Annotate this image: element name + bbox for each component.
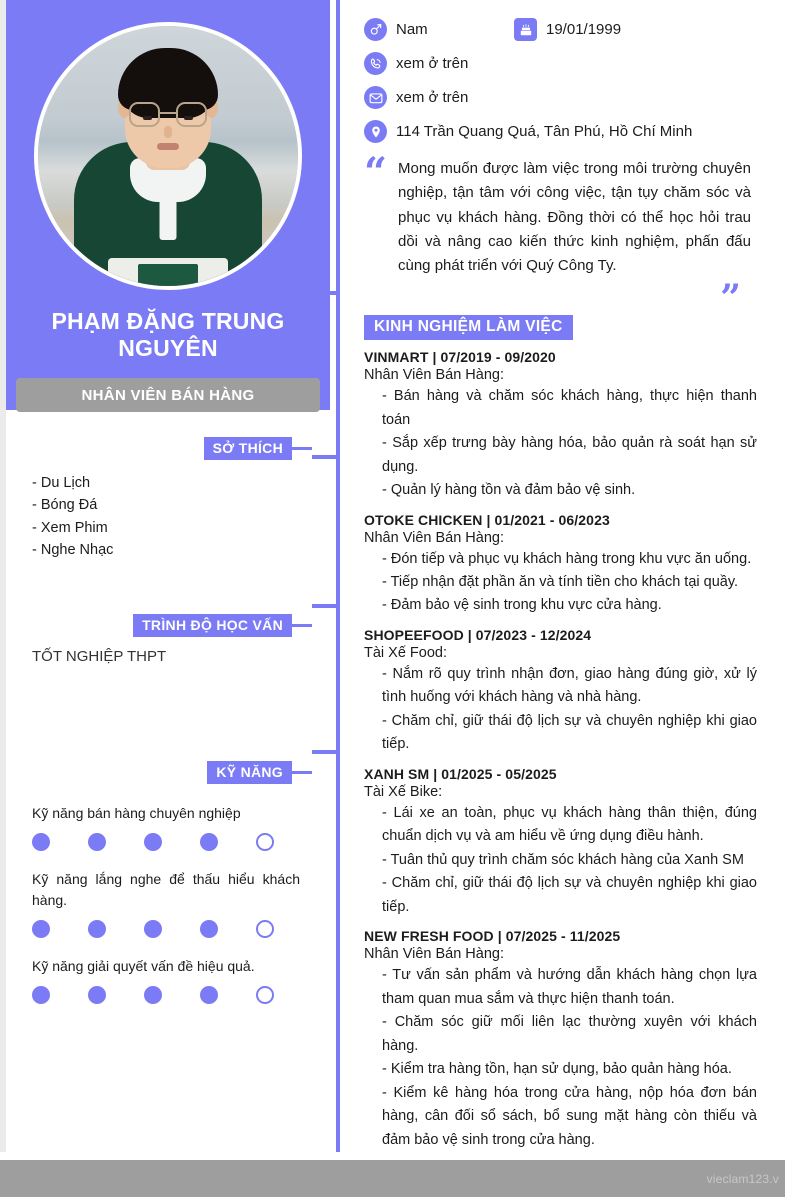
- section-header-hobbies: [6, 436, 330, 460]
- profile-hero: [6, 0, 330, 410]
- photo-nose: [164, 126, 172, 138]
- footer-spacer: [0, 1152, 785, 1160]
- bullet: - Chăm sóc giữ mối liên lạc thường xuyên với khách hàng.: [382, 1014, 757, 1054]
- birthday-cake-icon: [514, 18, 537, 41]
- bullet: - Lái xe an toàn, phục vụ khách hàng thân thiện, đúng chuẩn dịch vụ và am hiểu về ứng dụng điều hành.: [382, 804, 757, 845]
- bullet: - Tiếp nhận đặt phần ăn và tính tiền cho khách tại quầy.: [382, 573, 739, 590]
- skill-item: [6, 956, 330, 1004]
- contact-viber-value: xem ở trên: [396, 55, 469, 72]
- rating-dot-empty: [256, 833, 274, 851]
- bullet: - Chăm chỉ, giữ thái độ lịch sự và chuyên nghiệp khi giao tiếp.: [382, 875, 757, 915]
- experience-role: Tài Xế Bike:: [364, 783, 443, 800]
- list-item: - Xem Phim: [32, 519, 108, 536]
- footer-bar: [0, 1160, 785, 1197]
- list-item: - Bóng Đá: [32, 497, 98, 514]
- experience-role: Nhân Viên Bán Hàng:: [364, 946, 505, 963]
- experience-bullets: [364, 964, 757, 1152]
- contact-address: [364, 120, 757, 143]
- bullet: - Chăm chỉ, giữ thái độ lịch sự và chuyên nghiệp khi giao tiếp.: [382, 712, 757, 753]
- bullet: - Bán hàng và chăm sóc khách hàng, thực hiện thanh toán: [382, 388, 757, 428]
- experience-company-period: NEW FRESH FOOD | 07/2025 - 11/2025: [364, 928, 621, 945]
- section-title-education: TRÌNH ĐỘ HỌC VẤN: [133, 614, 292, 637]
- rating-dot-empty: [256, 920, 274, 938]
- job-title-label: NHÂN VIÊN BÁN HÀNG: [81, 386, 255, 404]
- rating-dot-filled: [32, 833, 50, 851]
- gender-icon: [364, 18, 387, 41]
- skill-item: [6, 869, 330, 938]
- rating-dot-empty: [256, 986, 274, 1004]
- rating-dot-filled: [144, 986, 162, 1004]
- skill-label: Kỹ năng bán hàng chuyên nghiệp: [32, 804, 241, 821]
- section-connector-skills: [292, 771, 312, 774]
- contact-viber: [364, 52, 468, 75]
- experience-item: [364, 349, 757, 502]
- glasses-lens-right: [176, 102, 207, 127]
- education-value: TỐT NGHIỆP THPT: [32, 647, 167, 665]
- rating-dot-filled: [88, 920, 106, 938]
- objective-block: [364, 149, 757, 320]
- section-connector-education: [292, 624, 312, 627]
- experience-company-period: OTOKE CHICKEN | 01/2021 - 06/2023: [364, 511, 610, 528]
- rating-dot-filled: [32, 986, 50, 1004]
- experience-item: [364, 627, 757, 757]
- rating-dot-filled: [88, 833, 106, 851]
- contact-block: [364, 18, 757, 143]
- left-sections: [0, 436, 330, 1004]
- section-title-hobbies: SỞ THÍCH: [204, 437, 292, 460]
- section-title-experience: KINH NGHIỆM LÀM VIỆC: [364, 315, 573, 340]
- contact-gender-value: Nam: [396, 21, 428, 38]
- bullet: - Đón tiếp và phục vụ khách hàng trong khu vực ăn uống.: [382, 550, 752, 567]
- email-icon: [364, 86, 387, 109]
- rating-dot-filled: [88, 986, 106, 1004]
- section-header-skills: [6, 761, 330, 785]
- avatar: [34, 22, 302, 290]
- experience-bullets: [364, 385, 757, 502]
- skill-label: Kỹ năng giải quyết vấn đề hiệu quả.: [32, 957, 255, 974]
- right-column: [330, 0, 785, 1197]
- bullet: - Đảm bảo vệ sinh trong khu vực cửa hàng.: [382, 597, 662, 614]
- bullet: - Quản lý hàng tồn và đảm bảo vệ sinh.: [382, 482, 636, 499]
- glasses-bridge: [160, 112, 176, 114]
- quote-open-icon: “: [364, 149, 388, 196]
- contact-birthday-value: 19/01/1999: [546, 21, 622, 38]
- rating-dot-filled: [200, 986, 218, 1004]
- location-pin-icon: [364, 120, 387, 143]
- bullet: - Tư vấn sản phẩm và hướng dẫn khách hàng chọn lựa tham quan mua sắm và thực hiện thanh toán.: [382, 967, 757, 1007]
- section-title-skills: KỸ NĂNG: [207, 761, 292, 784]
- experience-role: Nhân Viên Bán Hàng:: [364, 529, 505, 546]
- skill-item: [6, 803, 330, 851]
- objective-text: Mong muốn được làm việc trong môi trường chuyên nghiệp, tận tâm với công việc, tận tụy chăm sóc và phục vụ khách hàng. Đồng thời có thể học hỏi trau dồi và nâng cao kiến thức kinh nghiệm, phấn đấu cùng phát triển với Quý Công Ty.: [398, 160, 751, 275]
- photo-mouth: [157, 143, 179, 150]
- list-item: - Nghe Nhạc: [32, 542, 114, 559]
- experience-company-period: SHOPEEFOOD | 07/2023 - 12/2024: [364, 626, 592, 643]
- skill-rating: [32, 833, 274, 851]
- rating-dot-filled: [144, 833, 162, 851]
- experience-company-period: VINMART | 07/2019 - 09/2020: [364, 349, 556, 366]
- experience-item: [364, 928, 757, 1152]
- job-title-badge: [16, 378, 320, 412]
- glasses-lens-left: [129, 102, 160, 127]
- contact-gender: [364, 18, 514, 41]
- list-item: - Du Lịch: [32, 475, 91, 491]
- bullet: - Sắp xếp trưng bày hàng hóa, bảo quản rà soát hạn sử dụng.: [382, 435, 757, 475]
- watermark-label: vieclam123.v: [706, 1172, 779, 1186]
- bullet: - Kiểm kê hàng hóa trong cửa hàng, nộp hóa đơn bán hàng, cân đối sổ sách, bổ sung mặt hàng còn thiếu và đảm bảo vệ sinh trong cửa hàng.: [382, 1084, 757, 1148]
- rating-dot-filled: [200, 920, 218, 938]
- skill-label: Kỹ năng lắng nghe để thấu hiểu khách hàng.: [32, 870, 300, 908]
- experience-bullets: [364, 802, 757, 919]
- contact-birthday: [514, 18, 670, 41]
- section-connector-hobbies: [292, 447, 312, 450]
- viber-phone-icon: [364, 52, 387, 75]
- contact-email-value: xem ở trên: [396, 89, 469, 106]
- bullet: - Tuân thủ quy trình chăm sóc khách hàng của Xanh SM: [382, 851, 744, 868]
- left-column: [0, 0, 330, 1197]
- experience-item: [364, 512, 757, 618]
- hobbies-list: [6, 460, 330, 562]
- bullet: - Kiểm tra hàng tồn, hạn sử dụng, bảo quản hàng hóa.: [382, 1061, 732, 1078]
- skill-rating: [32, 920, 274, 938]
- section-header-experience: [364, 314, 757, 340]
- contact-address-value: 114 Trần Quang Quá, Tân Phú, Hồ Chí Minh: [396, 123, 693, 140]
- page-title: PHẠM ĐẶNG TRUNG NGUYÊN: [51, 308, 285, 362]
- experience-role: Tài Xế Food:: [364, 644, 448, 661]
- rating-dot-filled: [200, 833, 218, 851]
- experience-company-period: XANH SM | 01/2025 - 05/2025: [364, 765, 557, 782]
- contact-email: [364, 86, 757, 109]
- experience-bullets: [364, 548, 757, 618]
- photo-glasses: [129, 102, 207, 128]
- bullet: - Nắm rõ quy trình nhận đơn, giao hàng đúng giờ, xử lý tình huống với khách hàng và nhà hàng.: [382, 665, 757, 706]
- photo-shirt-patch: [138, 264, 198, 286]
- experience-item: [364, 766, 757, 919]
- photo-placket: [160, 192, 177, 240]
- skill-rating: [32, 986, 274, 1004]
- rating-dot-filled: [32, 920, 50, 938]
- experience-bullets: [364, 663, 757, 757]
- experience-role: Nhân Viên Bán Hàng:: [364, 367, 505, 384]
- section-header-education: [6, 614, 330, 638]
- rating-dot-filled: [144, 920, 162, 938]
- quote-close-icon: ”: [720, 277, 741, 320]
